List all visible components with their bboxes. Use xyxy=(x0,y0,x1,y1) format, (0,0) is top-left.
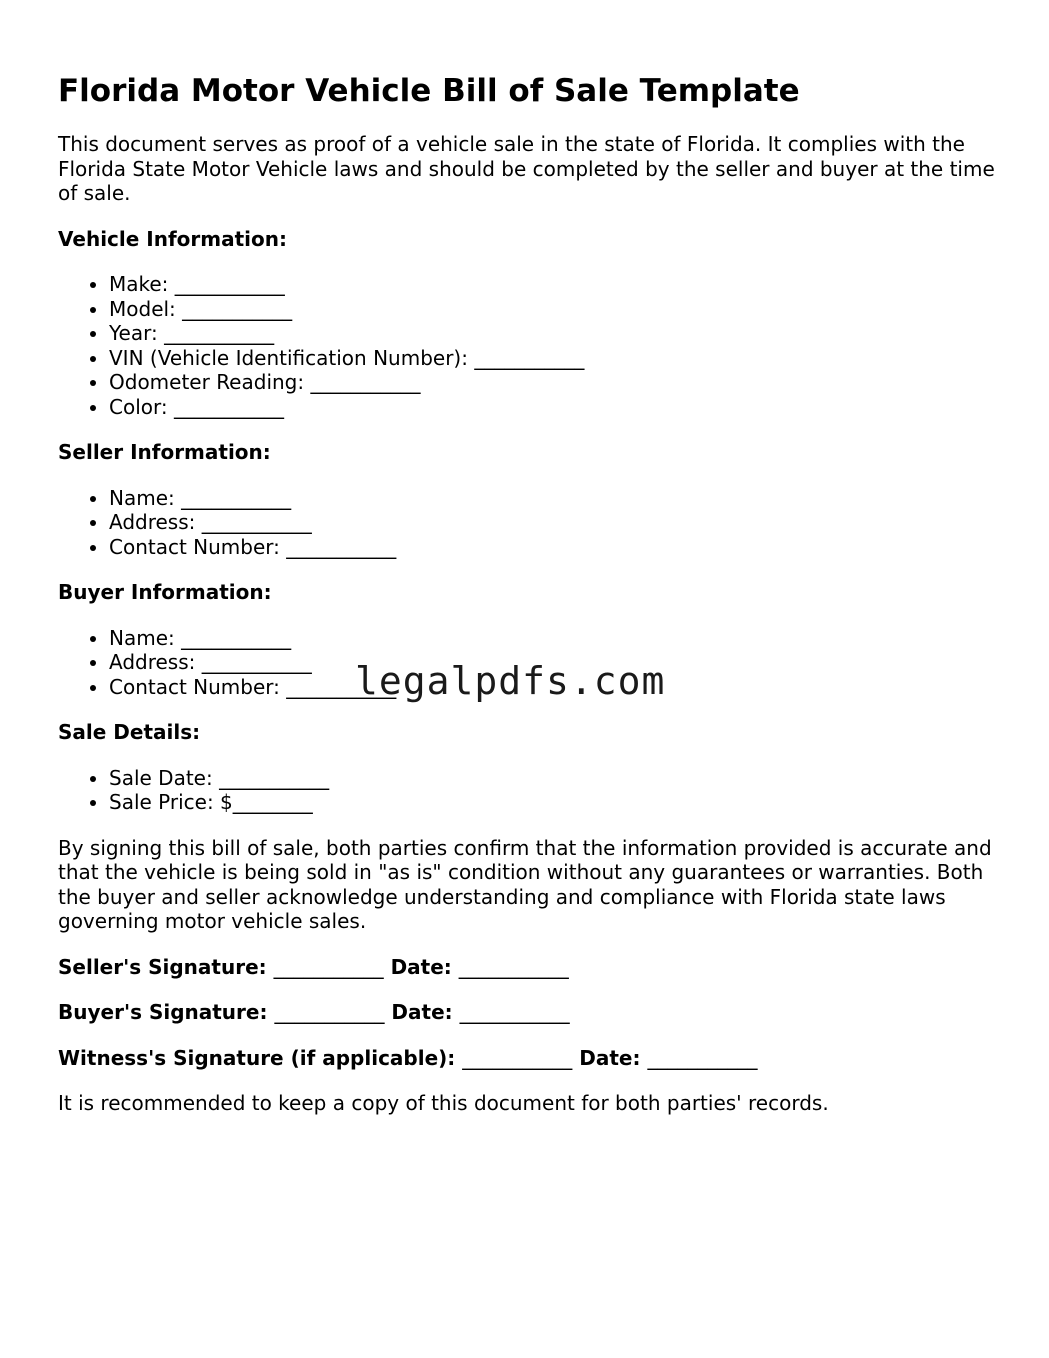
vehicle-info-heading: Vehicle Information: xyxy=(58,226,287,251)
buyer-contact-item: • Contact Number: ___________ xyxy=(109,675,998,700)
buyer-info-heading: Buyer Information: xyxy=(58,580,272,604)
document-title: Florida Motor Vehicle Bill of Sale Template xyxy=(58,73,800,109)
intro-paragraph: This document serves as proof of a vehicle sale in the state of Florida. It complies with the Florida State Motor Vehicle laws and should be completed by the seller and buyer at the time of sale. xyxy=(58,132,995,205)
sale-details-list xyxy=(58,766,998,815)
agreement-paragraph: By signing this bill of sale, both parties confirm that the information provided is accurate and that the vehicle is being sold in "as is" condition without any guarantees or warranties. Both the buyer and seller acknowledge understanding and compliance with Florida state laws governing motor vehicle sales. xyxy=(58,835,992,933)
witness-signature-blank: ___________ xyxy=(462,1045,573,1070)
seller-date-label: Date: xyxy=(390,954,452,979)
vehicle-model-item: • Model: ___________ xyxy=(109,297,998,322)
witness-signature-label: Witness's Signature (if applicable): xyxy=(58,1045,456,1070)
witness-signature-line xyxy=(58,1046,998,1071)
watermark-text: legalpdfs.com xyxy=(355,659,666,703)
seller-address-item: • Address: ___________ xyxy=(109,510,998,535)
buyer-signature-line xyxy=(58,1000,998,1025)
buyer-date-blank: ___________ xyxy=(459,1000,570,1024)
seller-signature-blank: ___________ xyxy=(273,954,384,979)
vehicle-odometer-item: • Odometer Reading: ___________ xyxy=(109,370,998,395)
witness-date-blank: ___________ xyxy=(647,1045,758,1070)
vehicle-vin-item: • VIN (Vehicle Identification Number): ___________ xyxy=(109,346,998,371)
buyer-name-item: • Name: ___________ xyxy=(109,626,998,651)
seller-name-item: • Name: ___________ xyxy=(109,486,998,511)
seller-signature-line xyxy=(58,955,998,980)
seller-info-heading: Seller Information: xyxy=(58,440,271,464)
sale-price-item: • Sale Price: $________ xyxy=(109,790,998,815)
seller-date-blank: ___________ xyxy=(458,954,569,979)
buyer-date-label: Date: xyxy=(391,1000,453,1024)
buyer-signature-blank: ___________ xyxy=(274,1000,385,1024)
witness-date-label: Date: xyxy=(579,1045,641,1070)
vehicle-make-item: • Make: ___________ xyxy=(109,272,998,297)
sale-date-item: • Sale Date: ___________ xyxy=(109,766,998,791)
seller-signature-label: Seller's Signature: xyxy=(58,954,267,979)
vehicle-info-list xyxy=(58,272,998,419)
seller-contact-item: • Contact Number: ___________ xyxy=(109,535,998,560)
vehicle-color-item: • Color: ___________ xyxy=(109,395,998,420)
sale-details-heading: Sale Details: xyxy=(58,720,201,744)
vehicle-year-item: • Year: ___________ xyxy=(109,321,998,346)
buyer-address-item: • Address: ___________ xyxy=(109,650,998,675)
closing-paragraph: It is recommended to keep a copy of this document for both parties' records. xyxy=(58,1091,829,1115)
seller-info-list xyxy=(58,486,998,560)
buyer-signature-label: Buyer's Signature: xyxy=(58,1000,268,1024)
document-page xyxy=(58,72,998,1137)
